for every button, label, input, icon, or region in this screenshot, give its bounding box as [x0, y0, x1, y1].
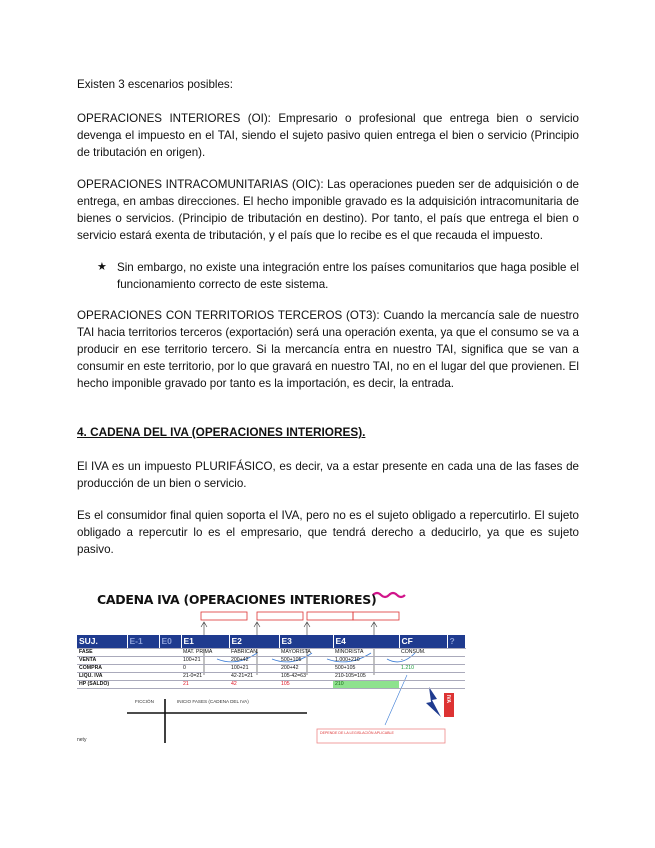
cell: 21	[181, 680, 229, 688]
red-squiggle	[373, 593, 405, 597]
top-box-3	[307, 612, 353, 620]
cell: 1.210	[399, 664, 447, 672]
cell: FABRICAN.	[229, 648, 279, 656]
top-box-1	[201, 612, 247, 620]
row-label: HP (SALDO)	[77, 680, 127, 688]
timeline-right-label: INICIO FASES (CADENA DEL IVA)	[177, 699, 249, 704]
row-label: VENTA	[77, 656, 127, 664]
header-suj: SUJ.	[77, 635, 127, 648]
cell: MINORISTA	[333, 648, 399, 656]
consumidor-paragraph: Es el consumidor final quien soporta el IVA, pero no es el sujeto obligado a repercutirlo. El sujeto obligado a repercutir lo es el empresario, que tendrá derecho a deducirlo, ya que es sujeto pasivo.	[77, 509, 579, 556]
iva-chain-table	[77, 635, 466, 689]
intro-paragraph: Existen 3 escenarios posibles:	[77, 78, 233, 91]
cell: 210	[333, 680, 399, 688]
row-label: COMPRA	[77, 664, 127, 672]
header-cf: CF	[399, 635, 447, 648]
cell: 100+21	[229, 664, 279, 672]
cell: -	[399, 656, 447, 664]
cell	[399, 672, 447, 680]
header-unknown: ?	[447, 635, 465, 648]
row-label: FASE	[77, 648, 127, 656]
header-e2: E2	[229, 635, 279, 648]
plurifasico-paragraph: El IVA es un impuesto PLURIFÁSICO, es decir, va a estar presente en cada una de las fases de producción de un bien o servicio.	[77, 460, 579, 490]
table-header-row	[77, 635, 465, 648]
corner-mark: nety	[77, 737, 87, 743]
iva-vertical-label: IVA	[445, 695, 451, 703]
cell: 21-0=21	[181, 672, 229, 680]
iva-chain-figure	[77, 587, 467, 747]
star-bullet-icon: ★	[97, 261, 107, 273]
table-row	[77, 648, 465, 656]
note-box-text: DEPENDE DE LA LEGISLACIÓN APLICABLE	[320, 731, 394, 735]
cell: 200+42	[279, 664, 333, 672]
table-row	[77, 672, 465, 680]
cell: 210-105=105	[333, 672, 399, 680]
header-e0: E0	[159, 635, 181, 648]
table-row	[77, 656, 465, 664]
table-row	[77, 680, 465, 688]
oi-paragraph: OPERACIONES INTERIORES (OI): Empresario o profesional que entrega bien o servicio devenga el impuesto en el TAI, siendo el sujeto pasivo quien entrega el bien o servicio (Principio de tributación en origen).	[77, 112, 579, 159]
cell: 42-21=21	[229, 672, 279, 680]
cell: 105	[279, 680, 333, 688]
cell: 100+21	[181, 656, 229, 664]
cell: 200+42	[229, 656, 279, 664]
table-row	[77, 664, 465, 672]
cell: 500+105	[279, 656, 333, 664]
cell: MAYORISTA	[279, 648, 333, 656]
section-heading: 4. CADENA DEL IVA (OPERACIONES INTERIORES).	[77, 425, 366, 439]
bullet-text: Sin embargo, no existe una integración entre los países comunitarios que haga posible el funcionamiento correcto de este sistema.	[117, 261, 579, 291]
cell	[399, 680, 447, 688]
header-e1: E1	[181, 635, 229, 648]
header-e-1: E-1	[127, 635, 159, 648]
lightning-icon	[426, 687, 441, 717]
cell: 1.000+210	[333, 656, 399, 664]
cell: MAT. PRIMA	[181, 648, 229, 656]
header-e3: E3	[279, 635, 333, 648]
cell: CONSUM.	[399, 648, 447, 656]
timeline-left-label: FICCIÓN	[135, 699, 154, 704]
top-box-4	[353, 612, 399, 620]
cell: 105-42=63	[279, 672, 333, 680]
figure-title: CADENA IVA (OPERACIONES INTERIORES)	[97, 592, 377, 607]
header-e4: E4	[333, 635, 399, 648]
oic-paragraph: OPERACIONES INTRACOMUNITARIAS (OIC): Las operaciones pueden ser de adquisición o de entrega, en ambas direcciones. El hecho imponible gravado es la adquisición intracomunitaria de bienes o servicios. (Principio de tributación en destino). Por tanto, el país que entrega el bien o servicio estará exenta de tributación, y el país que lo recibe es el que recauda el impuesto.	[77, 178, 579, 242]
cell: 42	[229, 680, 279, 688]
ot3-paragraph: OPERACIONES CON TERRITORIOS TERCEROS (OT3): Cuando la mercancía sale de nuestro TAI hacia territorios terceros (exportación) será una operación exenta, ya que el consumo se va a producir en ese territorio tercero. Si la mercancía entra en nuestro TAI, significa que se van a consumir en este territorio, por lo que gravará en nuestro TAI, no en el lugar del que provienen. El hecho imponible gravado por tanto es la importación, es decir, la entrada.	[77, 309, 579, 390]
cell: 500+105	[333, 664, 399, 672]
cell: 0	[181, 664, 229, 672]
top-box-2	[257, 612, 303, 620]
row-label: LIQU. IVA	[77, 672, 127, 680]
